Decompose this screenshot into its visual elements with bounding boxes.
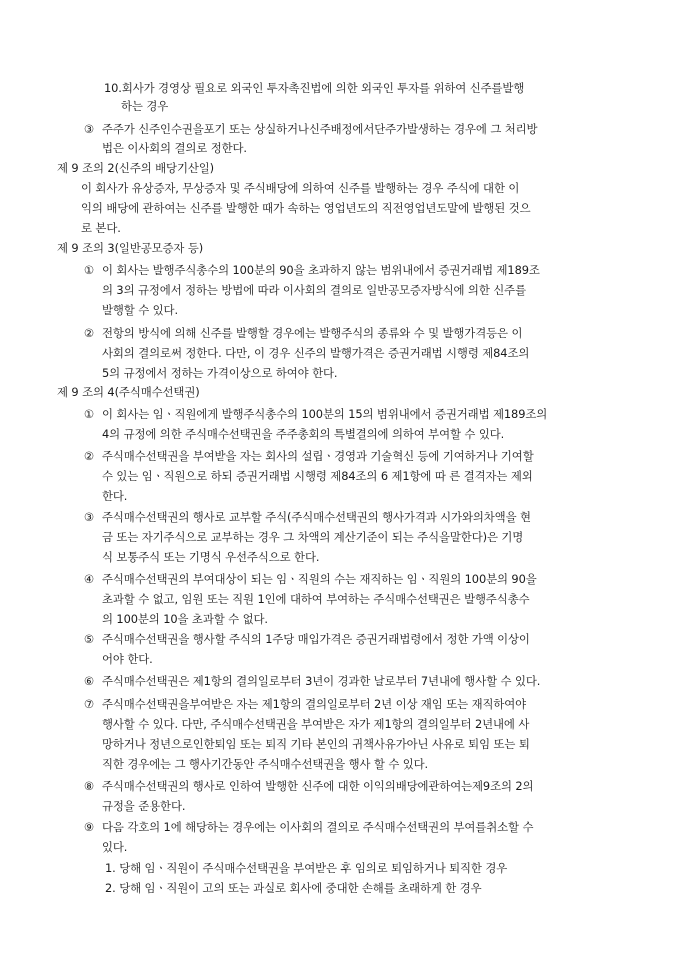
paragraph-line: 주식매수선택권의 행사로 인하여 발행한 신주에 대한 이익의배당에관하여는제9조의 2의 [102,779,534,793]
paragraph-line: 발행할 수 있다. [102,303,178,317]
article-9-2-line-2: 익의 배당에 관하여는 신주를 발행한 때가 속하는 영업년도의 직전영업년도말에 발행된 것으 [81,201,531,215]
paragraph-line: 식 보통주식 또는 기명식 우선주식으로 한다. [102,550,320,564]
paragraph-line: 이 회사는 임ㆍ직원에게 발행주식총수의 100분의 15의 범위내에서 증권거래법 제189조의 [102,407,548,421]
paragraph-line: 한다. [102,489,128,503]
item-10-line-2: 하는 경우 [121,99,169,113]
paragraph-line: 주식매수선택권의 행사로 교부할 주식(주식매수선택권의 행사가격과 시가와의차액을 현 [102,510,531,524]
para-marker: ① [83,263,95,277]
paragraph-line: 사회의 결의로써 정한다. 다만, 이 경우 신주의 발행가격은 증권거래법 시행령 제84조의 [102,346,530,360]
paragraph-line: 주식매수선택권을 부여받을 자는 회사의 설립ㆍ경영과 기술혁신 등에 기여하거나 기여할 [102,449,534,463]
paragraph-line: 주식매수선택권을부여받은 자는 제1항의 결의일로부터 2년 이상 재임 또는 재직하여야 [102,697,527,711]
para-marker: ④ [83,572,95,586]
paragraph-line: 행사할 수 있다. 다만, 주식매수선택권을 부여받은 자가 제1항의 결의일부터 2년내에 사 [102,717,530,731]
para-marker: ③ [83,122,95,136]
para-marker: ① [83,407,95,421]
paragraph-line: 수 있는 임ㆍ직원으로 하되 증권거래법 시행령 제84조의 6 제1항에 따 른 결격자는 제외 [102,469,533,483]
article-9-2-heading: 제 9 조의 2(신주의 배당기산일) [57,161,215,175]
para-3-line-1: 주주가 신주인수권을포기 또는 상실하거나신주배정에서단주가발생하는 경우에 그 처리방 [102,122,538,136]
paragraph-line: 전항의 방식에 의해 신주를 발행할 경우에는 발행주식의 종류와 수 및 발행가격등은 이 [102,326,523,340]
paragraph-line: 초과할 수 없고, 임원 또는 직원 1인에 대하여 부여하는 주식매수선택권은 발행주식총수 [102,592,530,606]
sub-item-1: 1. 당해 임ㆍ직원이 주식매수선택권을 부여받은 후 임의로 퇴임하거나 퇴직한 경우 [105,861,508,875]
paragraph-line: 있다. [102,840,128,854]
paragraph-line: 이 회사는 발행주식총수의 100분의 90을 초과하지 않는 범위내에서 증권거래법 제189조 [102,263,540,277]
para-marker: ⑤ [83,632,95,646]
article-9-2-line-1: 이 회사가 유상증자, 무상증자 및 주식배당에 의하여 신주를 발행하는 경우 주식에 대한 이 [81,181,520,195]
para-marker: ③ [83,510,95,524]
sub-item-2: 2. 당해 임ㆍ직원이 고의 또는 과실로 회사에 중대한 손해를 초래하게 한 경우 [105,881,482,895]
para-marker: ② [83,449,95,463]
para-marker: ⑥ [83,674,95,688]
article-9-4-heading: 제 9 조의 4(주식매수선택권) [57,385,200,399]
para-marker: ⑨ [83,820,95,834]
paragraph-line: 주식매수선택권을 행사할 주식의 1주당 매입가격은 증권거래법령에서 정한 가액 이상이 [102,632,530,646]
item-10-line-1: 10.회사가 경영상 필요로 외국인 투자촉진법에 의한 외국인 투자를 위하여 신주를발행 [104,81,525,95]
paragraph-line: 주식매수선택권의 부여대상이 되는 임ㆍ직원의 수는 재직하는 임ㆍ직원의 100분의 90을 [102,572,537,586]
paragraph-line: 5의 규정에서 정하는 가격이상으로 하여야 한다. [102,366,338,380]
paragraph-line: 의 100분의 10을 초과할 수 없다. [102,612,268,626]
paragraph-line: 4의 규정에 의한 주식매수선택권을 주주총회의 특별결의에 의하여 부여할 수 있다. [102,427,505,441]
paragraph-line: 주식매수선택권은 제1항의 결의일로부터 3년이 경과한 날로부터 7년내에 행사할 수 있다. [102,674,541,688]
article-9-3-heading: 제 9 조의 3(일반공모증자 등) [57,241,204,255]
para-marker: ⑦ [83,697,95,711]
paragraph-line: 직한 경우에는 그 행사기간동안 주식매수선택권을 행사 할 수 있다. [102,757,429,771]
para-marker: ⑧ [83,779,95,793]
paragraph-line: 의 3의 규정에서 정하는 방법에 따라 이사회의 결의로 일반공모증자방식에 의한 신주를 [102,283,526,297]
paragraph-line: 금 또는 자기주식으로 교부하는 경우 그 차액의 계산기준이 되는 주식을말한다)은 기명 [102,530,524,544]
para-3-line-2: 법은 이사회의 결의로 정한다. [102,141,247,155]
paragraph-line: 규정을 준용한다. [102,799,186,813]
paragraph-line: 어야 한다. [102,652,153,666]
para-marker: ② [83,326,95,340]
article-9-2-line-3: 로 본다. [81,221,121,235]
paragraph-line: 다음 각호의 1에 해당하는 경우에는 이사회의 결의로 주식매수선택권의 부여를취소할 수 [102,820,534,834]
paragraph-line: 망하거나 정년으로인한퇴임 또는 퇴직 기타 본인의 귀책사유가아닌 사유로 퇴임 또는 퇴 [102,737,530,751]
